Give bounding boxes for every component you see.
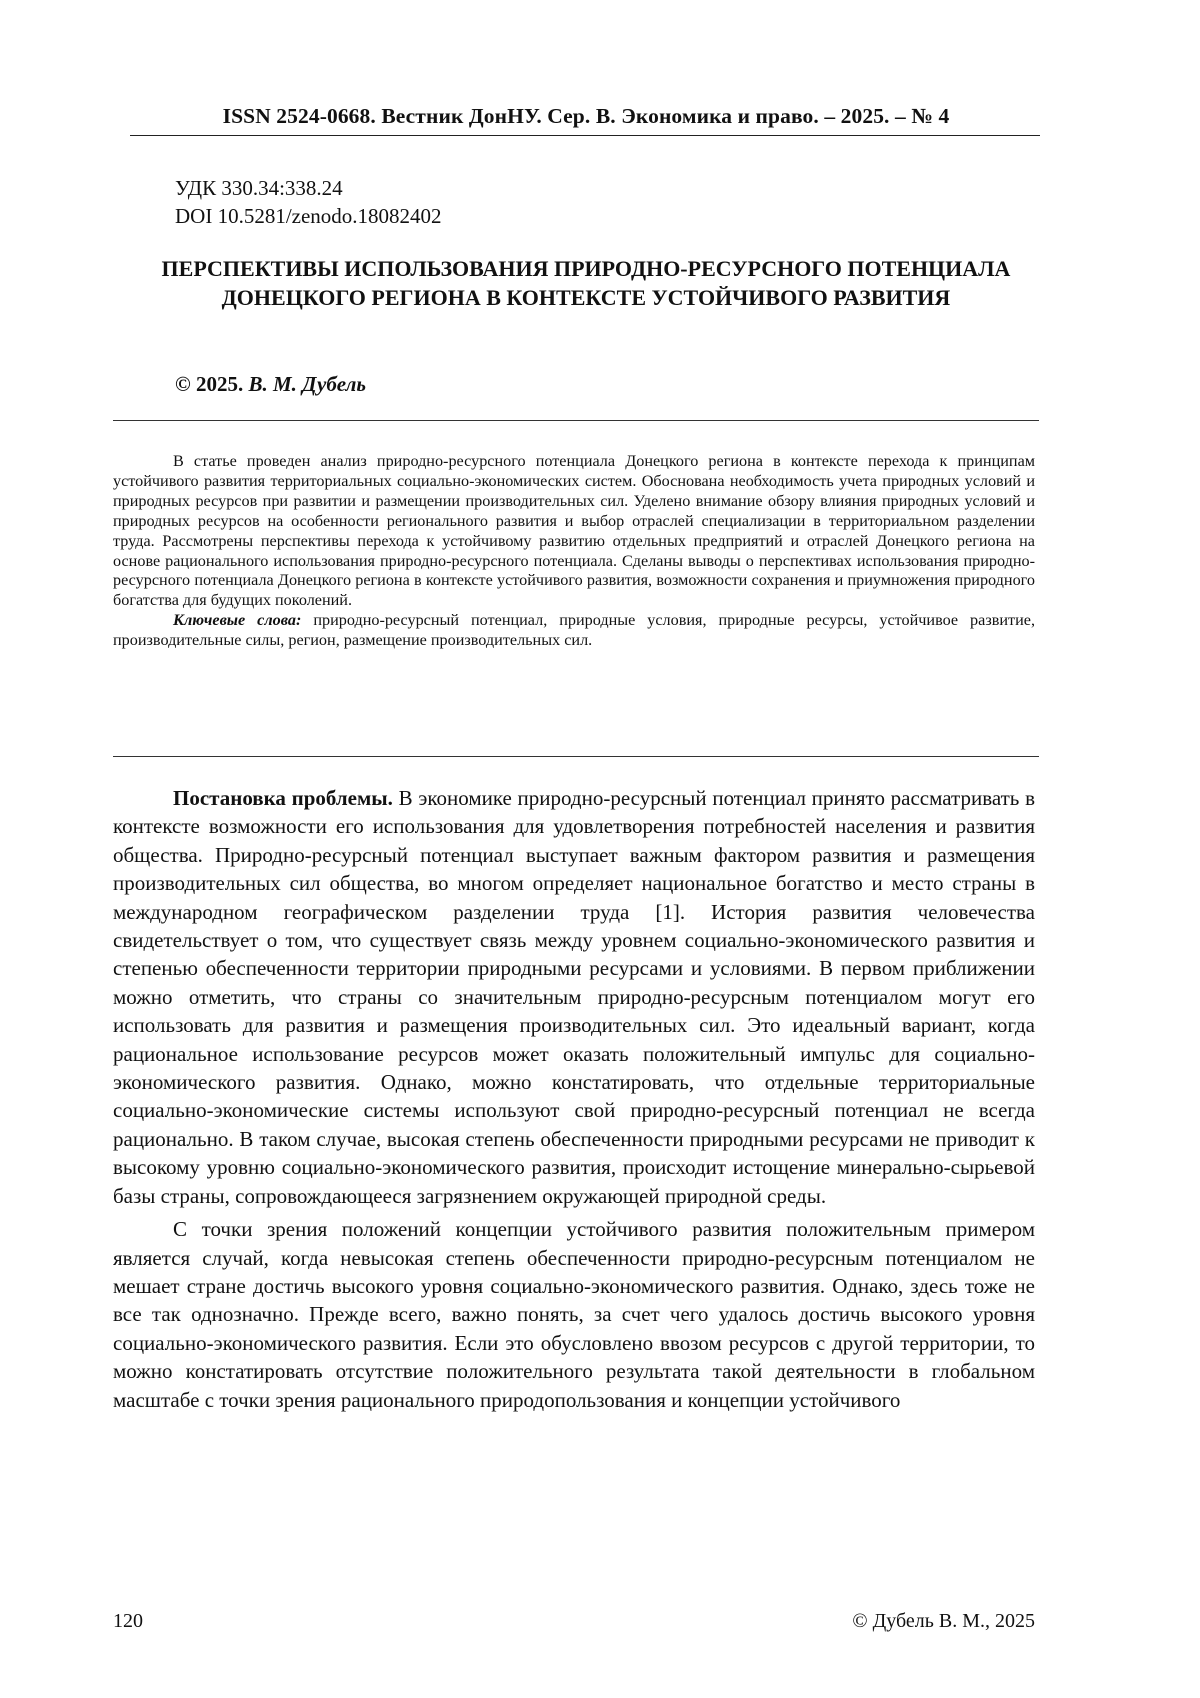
section-heading: Постановка проблемы. [173, 786, 393, 810]
doi: DOI 10.5281/zenodo.18082402 [175, 204, 442, 228]
header-divider [130, 135, 1040, 136]
abstract-divider-top [113, 420, 1039, 421]
page-number: 120 [113, 1610, 143, 1632]
article-identifiers [175, 174, 442, 230]
body-paragraph: С точки зрения положений концепции устойчивого развития положительным примером является случай, когда невысокая степень обеспеченности природно-ресурсным потенциалом не мешает стране достичь высокого уровня социально-экономического развития. Однако, здесь тоже не все так однозначно. Прежде всего, важно понять, за счет чего удалось достичь высокого уровня социально-экономического развития. Если это обусловлено ввозом ресурсов с другой территории, то можно констатировать отсутствие положительного результата такой деятельности в глобальном масштабе с точки зрения рационального природопользования и концепции устойчивого [113, 1217, 1035, 1412]
udk-code: УДК 330.34:338.24 [175, 176, 343, 200]
footer-copyright: © Дубель В. М., 2025 [852, 1610, 1035, 1632]
article-body [113, 784, 1035, 1419]
abstract-text: В статье проведен анализ природно-ресурсного потенциала Донецкого региона в контексте перехода к принципам устойчивого развития территориальных социально-экономических систем. Обоснована необходимость учета природных условий и природных ресурсов при развитии и размещении производительных сил. Уделено внимание обзору влияния природных условий и природных ресурсов на особенности регионального развития и выбор отраслей специализации в территориальном разделении труда. Рассмотрены перспективы перехода к устойчивому развитию отдельных предприятий и отраслей Донецкого региона на основе рационального использования природно-ресурсного потенциала. Сделаны выводы о перспективах использования природно-ресурсного потенциала Донецкого региона в контексте устойчивого развития, возможности сохранения и приумножения природного богатства для будущих поколений. [113, 452, 1035, 610]
keywords [113, 611, 1035, 651]
abstract [113, 452, 1035, 651]
abstract-divider-bottom [113, 756, 1039, 757]
keywords-label: Ключевые слова: [173, 611, 302, 630]
body-paragraph [113, 784, 1035, 1210]
keywords-list: природно-ресурсный потенциал, природные условия, природные ресурсы, устойчивое развитие, производительные силы, регион, размещение производительных сил. [113, 611, 1035, 650]
article-title: ПЕРСПЕКТИВЫ ИСПОЛЬЗОВАНИЯ ПРИРОДНО-РЕСУРСНОГО ПОТЕНЦИАЛА ДОНЕЦКОГО РЕГИОНА В КОНТЕКСТЕ УСТОЙЧИВОГО РАЗВИТИЯ [161, 256, 1011, 310]
byline [175, 372, 366, 397]
journal-header: ISSN 2524-0668. Вестник ДонНУ. Сер. В. Экономика и право. – 2025. – № 4 [222, 104, 950, 128]
author-name: В. М. Дубель [248, 372, 366, 396]
paragraph-text: В экономике природно-ресурсный потенциал принято рассматривать в контексте возможности его использования для удовлетворения потребностей населения и развития общества. Природно-ресурсный потенциал выступает важным фактором развития и размещения производительных сил общества, во многом определяет национальное богатство и место страны в международном географическом разделении труда [1]. История развития человечества свидетельствует о том, что существует связь между уровнем социально-экономического развития и степенью обеспеченности территории природными ресурсами и условиями. В первом приближении можно отметить, что страны со значительным природно-ресурсным потенциалом могут его использовать для развития и размещения производительных сил. Это идеальный вариант, когда рациональное использование ресурсов может оказать положительный импульс для социально-экономического развития. Однако, можно констатировать, что отдельные территориальные социально-экономические системы используют свой природно-ресурсный потенциал не всегда рационально. В таком случае, высокая степень обеспеченности природными ресурсами не приводит к высокому уровню социально-экономического развития, происходит истощение минерально-сырьевой базы страны, сопровождающееся загрязнением окружающей природной среды. [113, 786, 1035, 1208]
copyright-year: © 2025. [175, 372, 244, 396]
